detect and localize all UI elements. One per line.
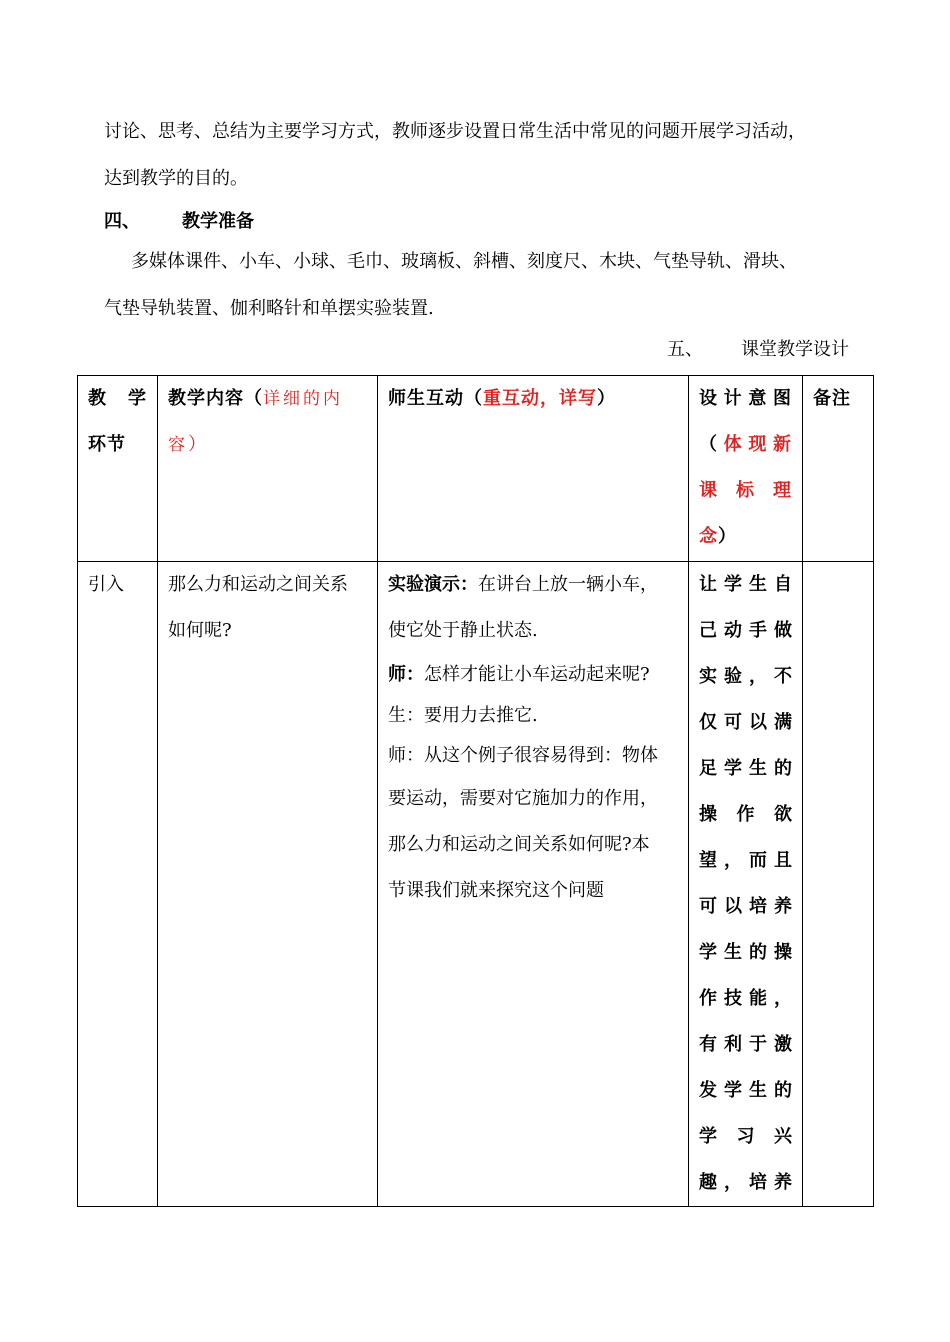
section-4-number: 四、	[104, 211, 140, 232]
header-stage-line-2: 环节	[88, 434, 126, 455]
demo-text: 在讲台上放一辆小车，	[478, 574, 658, 595]
teacher-line-1: 师：从这个例子很容易得到：物体	[388, 745, 658, 766]
header-interaction-close: ）	[597, 388, 616, 409]
teacher-question: 怎样才能让小车运动起来呢?	[424, 664, 650, 685]
header-intent	[689, 376, 803, 562]
header-content-close: ）	[188, 434, 209, 455]
header-interaction-label: 师生互动（	[388, 388, 483, 409]
table-row	[78, 562, 874, 1207]
teacher-line-4: 节课我们就来探究这个问题	[388, 880, 604, 901]
row-remark	[803, 562, 874, 1207]
header-intent-note-2: 课标理	[699, 480, 792, 501]
demo-label: 实验演示：	[388, 574, 478, 595]
intent-line: 仅可以满	[699, 712, 792, 733]
lesson-design-table	[77, 375, 874, 1207]
intent-line: 可以培养	[699, 896, 792, 917]
student-answer: 生：要用力去推它.	[388, 705, 538, 726]
intent-line: 发学生的	[699, 1080, 792, 1101]
intent-line: 学习兴	[699, 1126, 792, 1147]
header-intent-note-3: 念	[699, 526, 718, 547]
header-intent-note-1: 体现新	[723, 434, 793, 455]
intent-line: 操作欲	[699, 804, 792, 825]
intent-line: 作技能，	[699, 988, 792, 1009]
intent-line: 有利于激	[699, 1034, 792, 1055]
table-header-row	[78, 376, 874, 562]
intent-line: 实验，不	[699, 666, 792, 687]
row-content-line-2: 如何呢?	[168, 620, 232, 641]
teacher-label: 师：	[388, 664, 424, 685]
intent-line: 学生的操	[699, 942, 792, 963]
intent-line: 让学生自	[699, 574, 792, 595]
teacher-line-3: 那么力和运动之间关系如何呢?本	[388, 834, 650, 855]
demo-text-2: 使它处于静止状态.	[388, 620, 538, 641]
header-stage	[78, 376, 158, 562]
header-content	[158, 376, 378, 562]
header-intent-open: （	[699, 434, 724, 455]
header-content-note: 详细的内容	[168, 389, 343, 455]
materials-line-2: 气垫导轨装置、伽利略针和单摆实验装置.	[104, 298, 434, 319]
section-5-number: 五、	[667, 339, 703, 360]
header-interaction	[378, 376, 689, 562]
row-interaction	[378, 562, 689, 1207]
intro-line-2: 达到教学的目的。	[104, 168, 248, 189]
header-content-label: 教学内容（	[168, 388, 263, 409]
header-interaction-note: 重互动，详写	[483, 388, 597, 409]
header-remark: 备注	[803, 376, 874, 562]
intent-line: 足学生的	[699, 758, 792, 779]
row-intent	[689, 562, 803, 1207]
header-stage-line-1: 教学	[88, 388, 147, 409]
row-content-line-1: 那么力和运动之间关系	[168, 574, 348, 595]
header-intent-close: ）	[718, 526, 737, 547]
section-4-heading	[104, 210, 254, 234]
header-intent-label: 设计意图	[699, 388, 792, 409]
intent-line: 望，而且	[699, 850, 792, 871]
intent-line: 己动手做	[699, 620, 792, 641]
teacher-line-2: 要运动，需要对它施加力的作用，	[388, 788, 658, 809]
section-5-heading	[667, 338, 849, 362]
materials-line-1: 多媒体课件、小车、小球、毛巾、玻璃板、斜槽、刻度尺、木块、气垫导轨、滑块、	[131, 251, 797, 272]
intent-line: 趣，培养	[699, 1172, 792, 1193]
intro-line-1: 讨论、思考、总结为主要学习方式，教师逐步设置日常生活中常见的问题开展学习活动，	[104, 121, 806, 142]
section-4-title: 教学准备	[182, 211, 254, 232]
section-5-title: 课堂教学设计	[741, 339, 849, 360]
row-content	[158, 562, 378, 1207]
row-stage: 引入	[78, 562, 158, 1207]
